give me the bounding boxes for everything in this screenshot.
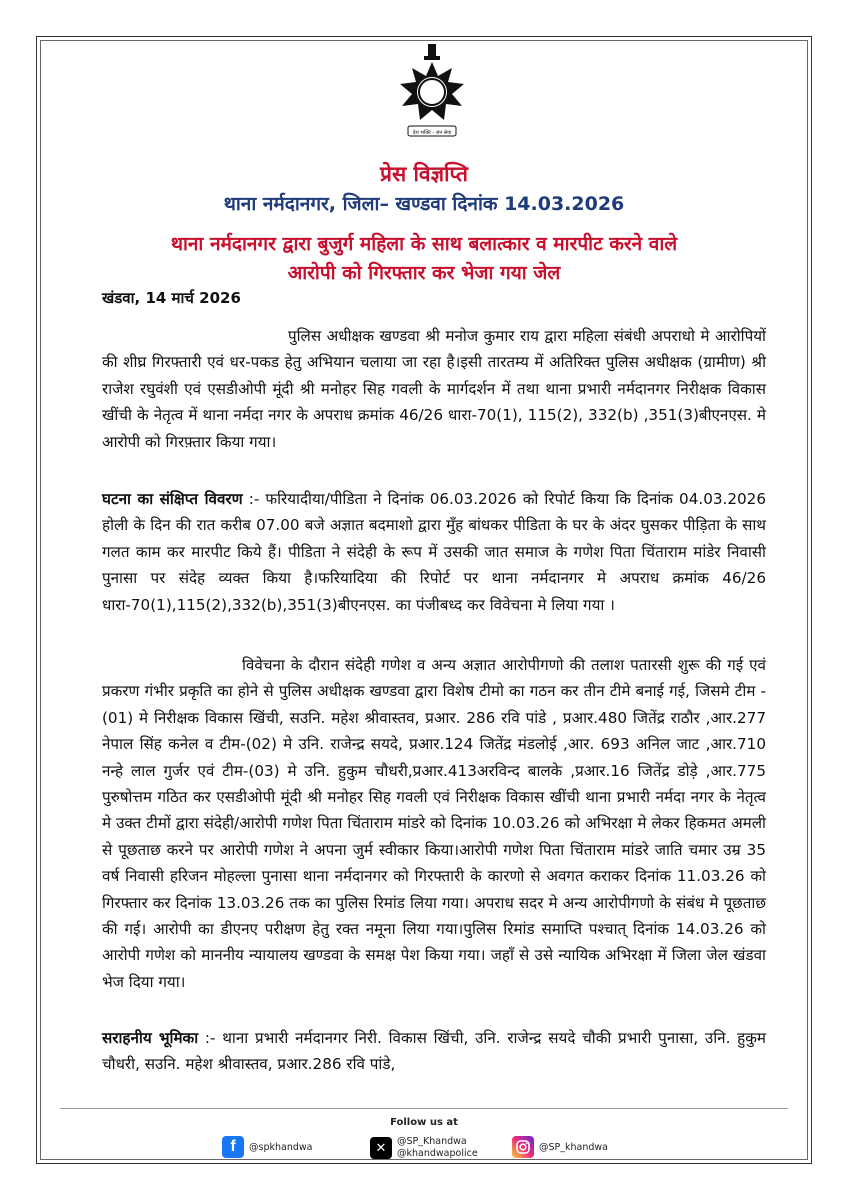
paragraph-intro: पुलिस अधीक्षक खण्डवा श्री मनोज कुमार राय द्वारा महिला संबंधी अपराधो मे आरोपियों की शीघ्र गिरफ्तारी एवं धर-पकड हेतु अभियान चलाया जा रहा है।इसी तारतम्य में अतिरिक्त पुलिस अधीक्षक (ग्रामीण) श्री राजेश रघुवंशी एवं एसडीओपी मूंदी श्री मनोहर सिह गवली के मार्गदर्शन में तथा थाना प्रभारी नर्मदानगर निरीक्षक विकास खींची के नेतृत्व में थाना नर्मदा नगर के अपराध क्रमांक 46/26 धारा-70(1), 115(2), 332(b) ,351(3)बीएनएस. मे आरोपी को गिरफ़्तार किया गया। xyxy=(102,327,766,451)
paragraph-incident xyxy=(102,486,766,618)
police-emblem-icon xyxy=(388,42,476,140)
commendation-label: सराहनीय भूमिका xyxy=(102,1029,199,1047)
x-handle-secondary: @khandwapolice xyxy=(397,1148,478,1159)
x-handle-primary: @SP_Khandwa xyxy=(397,1136,467,1147)
instagram-handle: @SP_khandwa xyxy=(539,1141,608,1153)
x-icon: ✕ xyxy=(370,1137,392,1159)
paragraph-investigation: विवेचना के दौरान संदेही गणेश व अन्य अज्ञात आरोपीगणो की तलाश पतारसी शुरू की गई एवं प्रकरण गंभीर प्रकृति का होने से पुलिस अधीक्षक खण्डवा द्वारा विशेष टीमो का गठन कर तीन टीमे बनाई गई, जिसमे टीम -(01) मे निरीक्षक विकास खिंची, सउनि. महेश श्रीवास्तव, प्रआर. 286 रवि पांडे , प्रआर.480 जितेंद्र राठौर ,आर.277 नेपाल सिंह कनेल व टीम-(02) मे उनि. राजेन्द्र सयदे, प्रआर.124 जितेंद्र मंडलोई ,आर. 693 अनिल जाट ,आर.710 नन्हे लाल गुर्जर एवं टीम-(03) मे उनि. हुकुम चौधरी,प्रआर.413अरविन्द बालके ,प्रआर.16 जितेंद्र डोड़े ,आर.775 पुरुषोत्तम गठित कर एसडीओपी मूंदी श्री मनोहर सिह गवली एवं निरीक्षक विकास खींची थाना प्रभारी नर्मदा नगर के नेतृत्व मे उक्त टीमों द्वारा संदेही/आरोपी गणेश पिता चिंताराम मांडरे को दिनांक 10.03.26 को अभिरक्षा मे लेकर हिकमत अमली से पूछताछ करने पर आरोपी गणेश ने अपना जुर्म स्वीकार किया।आरोपी गणेश पिता चिंताराम मांडरे जाति चमार उम्र 35 वर्ष निवासी हरिजन मोहल्ला पुनासा थाना नर्मदानगर को गिरफ्तारी के कारणो से अवगत कराकर दिनांक 11.03.26 को गिरफ्तार कर दिनांक 13.03.26 तक का पुलिस रिमांड लिया गया। अपराध सदर मे अन्य आरोपीगणो के संबंध मे पूछताछ की गई। आरोपी का डीएनए परीक्षण हेतु रक्त नमूना लिया गया।पुलिस रिमांड समाप्ति पश्चात् दिनांक 14.03.26 को आरोपी गणेश को माननीय न्यायालय खण्डवा के समक्ष पेश किया गया। जहाँ से उसे न्यायिक अभिरक्षा में जिला जेल खंडवा भेज दिया गया। xyxy=(102,656,766,991)
instagram-link[interactable] xyxy=(512,1136,608,1158)
incident-text: :- फरियादीया/पीडिता ने दिनांक 06.03.2026 को रिपोर्ट किया कि दिनांक 04.03.2026 होली के दिन की रात करीब 07.00 बजे अज्ञात बदमाशो द्वारा मुँह बांधकर पीडिता के घर के अंदर घुसकर पीड़िता के साथ गलत काम कर मारपीट किये हैं। पीडिता ने संदेही के रूप में उसकी जात समाज के गणेश पिता चिंताराम मांडेर निवासी पुनासा पर संदेह व्यक्त किया है।फरियादिया की रिपोर्ट पर थाना नर्मदानगर मे अपराध क्रमांक 46/26 धारा-70(1),115(2),332(b),351(3)बीएनएस. का पंजीबध्द कर विवेचना मे लिया गया । xyxy=(102,490,766,614)
headline xyxy=(60,230,788,288)
incident-label: घटना का संक्षिप्त विवरण xyxy=(102,490,243,508)
headline-line-2: आरोपी को गिरफ्तार कर भेजा गया जेल xyxy=(287,262,561,284)
headline-line-1: थाना नर्मदानगर द्वारा बुजुर्ग महिला के साथ बलात्कार व मारपीट करने वाले xyxy=(170,233,678,255)
dateline: खंडवा, 14 मार्च 2026 xyxy=(102,289,241,307)
page-subtitle: थाना नर्मदानगर, जिला– खण्डवा दिनांक 14.03.2026 xyxy=(223,193,625,215)
facebook-link[interactable] xyxy=(222,1136,312,1158)
facebook-handle: @spkhandwa xyxy=(249,1141,313,1153)
paragraph-commendation xyxy=(102,1025,766,1078)
footer-divider xyxy=(60,1108,788,1109)
instagram-icon xyxy=(512,1136,534,1158)
emblem-motto: देश भक्ति - जन सेवा xyxy=(412,130,452,136)
commendation-text: :- थाना प्रभारी नर्मदानगर निरी. विकास खिंची, उनि. राजेन्द्र सयदे चौकी प्रभारी पुनासा, उनि. हुकुम चौधरी, सउनि. महेश श्रीवास्तव, प्रआर.286 रवि पांडे, xyxy=(102,1029,766,1074)
page-title: प्रेस विज्ञप्ति xyxy=(380,162,468,186)
facebook-icon: f xyxy=(222,1136,244,1158)
x-link[interactable] xyxy=(370,1136,478,1160)
follow-us-label: Follow us at xyxy=(390,1117,458,1128)
